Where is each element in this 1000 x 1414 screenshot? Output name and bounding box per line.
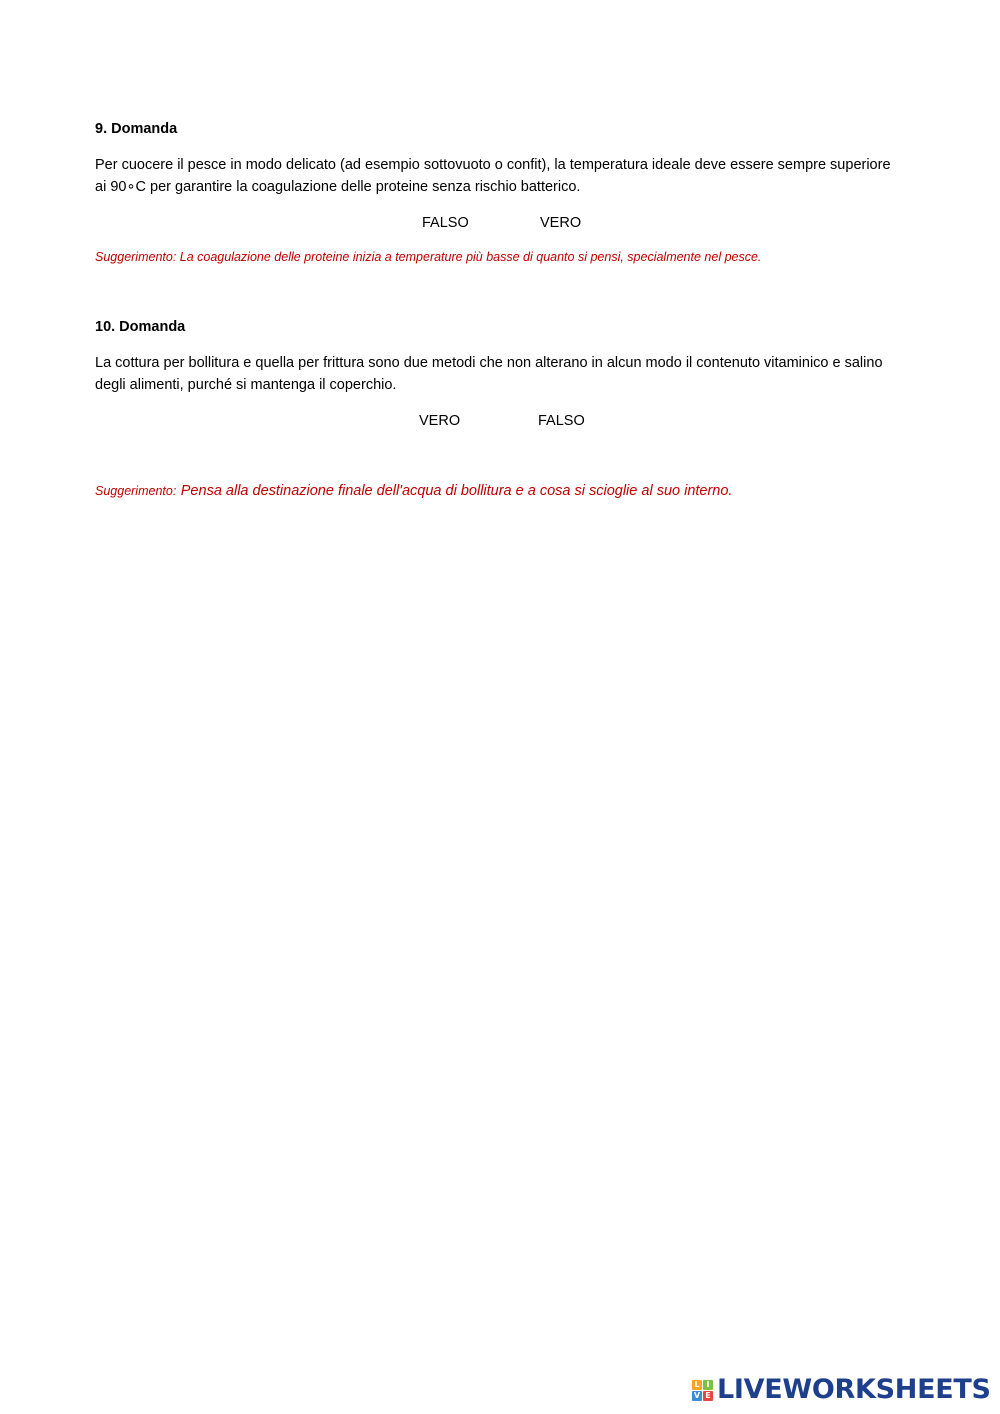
question-9-option-vero[interactable]: VERO — [540, 215, 582, 231]
question-9-option-falso[interactable]: FALSO — [422, 215, 469, 231]
question-10-text: La cottura per bollitura e quella per frittura sono due metodi che non alterano in alcun modo il contenuto vitaminico e salino degli alimenti, purché si mantenga il coperchio. — [95, 355, 883, 393]
question-9-title: 9. Domanda — [95, 121, 178, 137]
question-10-option-vero[interactable]: VERO — [419, 413, 461, 429]
liveworksheets-logo — [692, 1376, 991, 1404]
logo-wordmark: LIVEWORKSHEETS — [717, 1374, 991, 1405]
question-10-hint-text: Pensa alla destinazione finale dell'acqua di bollitura e a cosa si scioglie al suo interno. — [180, 483, 733, 499]
question-9-hint: Suggerimento: La coagulazione delle proteine inizia a temperature più basse di quanto si pensi, specialmente nel pesce. — [95, 250, 762, 264]
question-10-hint-prefix: Suggerimento: — [95, 484, 177, 498]
question-10-title: 10. Domanda — [95, 319, 186, 335]
logo-letter-v: V — [693, 1390, 701, 1400]
question-10-hint — [95, 482, 732, 500]
live-grid-icon — [692, 1380, 713, 1401]
logo-letter-l: L — [692, 1380, 702, 1390]
question-10-option-falso[interactable]: FALSO — [538, 413, 585, 429]
question-9-text: Per cuocere il pesce in modo delicato (ad esempio sottovuoto o confit), la temperatura ideale deve essere sempre superiore ai 90∘C per garantire la coagulazione delle proteine senza rischio batterico. — [95, 157, 891, 195]
logo-letter-e: E — [703, 1391, 713, 1401]
logo-letter-i: I — [703, 1380, 713, 1390]
